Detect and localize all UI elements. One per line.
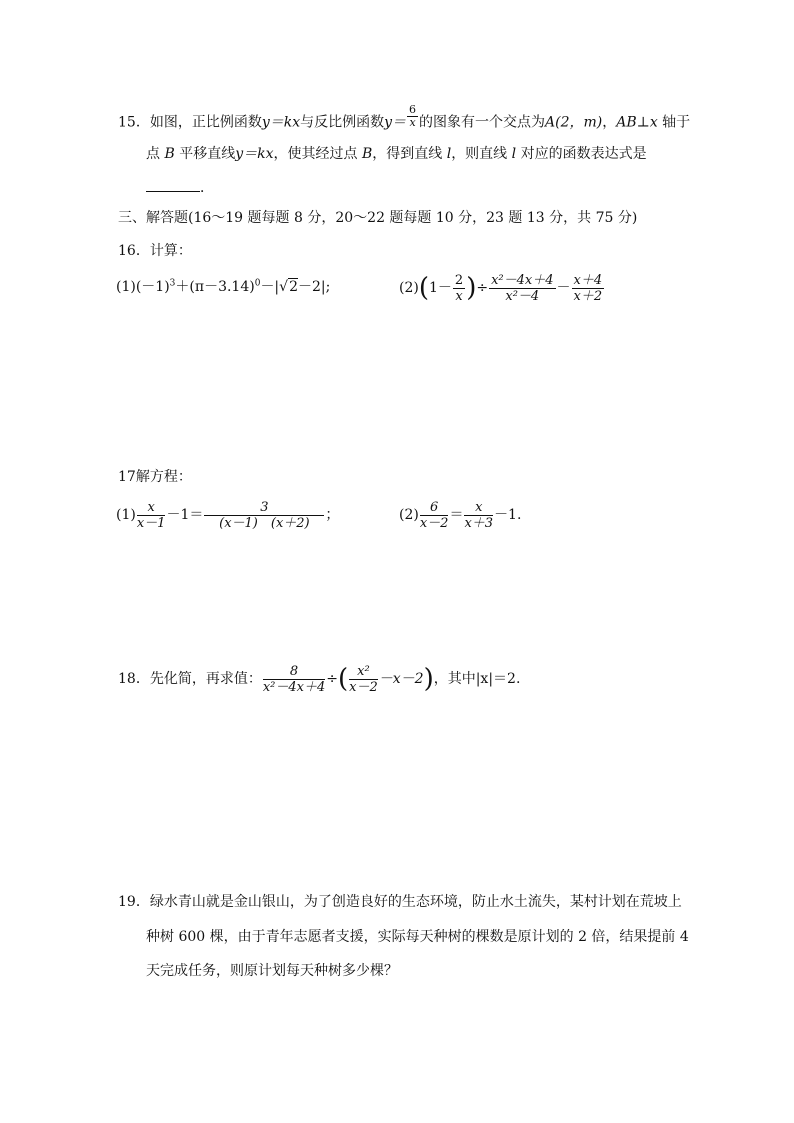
q16-text: －| — [260, 279, 280, 295]
right-paren: ) — [466, 273, 477, 303]
q18-line — [118, 656, 520, 702]
exponent: 0 — [254, 278, 261, 289]
q17-text: ； — [325, 507, 340, 523]
q16-title: 16．计算： — [118, 243, 192, 259]
q15-text: 轴于 — [657, 114, 691, 131]
q15-perp: AB⊥x — [616, 114, 658, 131]
q16-text: －2|; — [298, 279, 331, 295]
fraction — [572, 273, 605, 304]
q16-text: ＋(π－3.14) — [175, 279, 255, 295]
fraction-denominator: x — [409, 116, 416, 129]
fraction-denominator: x²－4x＋4 — [262, 679, 326, 695]
q18-condition: ，其中|x|＝2. — [433, 671, 521, 687]
q15-line1 — [118, 103, 691, 135]
fraction — [420, 500, 449, 531]
fraction — [349, 664, 378, 695]
q15-line2 — [146, 145, 647, 163]
left-paren: ( — [418, 273, 429, 303]
divide-sign: ÷ — [476, 280, 489, 296]
q16-text: 1－ — [429, 280, 452, 296]
exponent: 3 — [169, 278, 176, 289]
section-heading: 三、解答题(16～19 题每题 8 分，20～22 题每题 10 分，23 题 13 分，共 75 分) — [118, 210, 638, 226]
fraction-numerator: x＋4 — [573, 272, 603, 288]
right-paren: ) — [423, 664, 434, 694]
fraction — [489, 273, 555, 304]
fraction-denominator: x－2 — [419, 515, 449, 531]
q15-text: 点 — [146, 146, 165, 162]
minus-sign: － — [556, 280, 571, 296]
q16-part2 — [399, 263, 605, 313]
q15-eq1: y＝kx — [261, 114, 301, 131]
q15-line3 — [146, 177, 214, 197]
q15-text: 的图象有一个交点为 — [419, 114, 546, 131]
q15-text: ， — [602, 114, 617, 131]
q15-number: 15． — [118, 114, 150, 131]
q19-line1: 19．绿水青山就是金山银山，为了创造良好的生态环境，防止水土流失，某村计划在荒坡上 — [118, 894, 682, 910]
fraction-denominator: x－2 — [349, 679, 378, 695]
sqrt-radicand: 2 — [289, 279, 298, 295]
answer-blank[interactable] — [146, 177, 200, 192]
q15-text: B — [361, 146, 373, 162]
q15-text: ，则直线 — [451, 146, 512, 162]
fraction-numerator: 6 — [420, 500, 449, 516]
q17-part1 — [116, 493, 339, 537]
q16-part1 — [116, 278, 330, 296]
q15-eq2: y＝ — [384, 114, 407, 131]
q15-text: l — [511, 146, 517, 162]
fraction — [263, 664, 325, 695]
q15-text: ，得到直线 — [372, 146, 447, 162]
fraction — [137, 500, 166, 531]
fraction-numerator: 3 — [204, 500, 324, 516]
fraction-denominator: x＋2 — [573, 288, 603, 304]
q15-text: B — [164, 146, 175, 162]
q15-text: 对应的函数表达式是 — [516, 146, 647, 162]
part-label: (1) — [116, 507, 136, 523]
q15-text: 平移直线 — [174, 146, 236, 162]
fraction-numerator: 6 — [409, 103, 417, 116]
q15-text: ． — [200, 180, 214, 196]
q15-fraction — [407, 104, 418, 129]
q15-point: A(2，m) — [545, 114, 603, 131]
fraction-numerator: x²－4x＋4 — [491, 272, 554, 288]
sqrt-icon: √ — [279, 279, 289, 295]
divide-sign: ÷ — [326, 671, 338, 687]
q17-title: 17解方程： — [118, 469, 192, 485]
q15-text: ，使其经过点 — [273, 146, 362, 162]
q18-text: －x－2 — [378, 671, 424, 687]
fraction-denominator: x－1 — [136, 515, 166, 531]
q15-text: 如图，正比例函数 — [149, 114, 262, 131]
fraction-denominator: (x－1) (x＋2) — [219, 515, 310, 531]
fraction — [204, 500, 324, 531]
q15-text: 与反比例函数 — [300, 114, 385, 131]
fraction-numerator: x² — [349, 664, 378, 680]
fraction-numerator: x — [137, 500, 166, 516]
fraction-denominator: x²－4 — [505, 288, 540, 304]
q17-text: －1＝ — [166, 507, 204, 523]
q16-text: (1)(－1) — [116, 279, 170, 295]
fraction — [464, 500, 493, 531]
q15-eq: y＝kx — [235, 146, 274, 162]
q19-line2: 种树 600 棵，由于青年志愿者支援，实际每天种树的棵数是原计划的 2 倍，结果提前 4 — [146, 929, 689, 945]
fraction-denominator: x＋3 — [464, 515, 494, 531]
left-paren: ( — [337, 664, 349, 694]
fraction-numerator: x — [464, 500, 493, 516]
part-label: (2) — [399, 280, 419, 296]
fraction-numerator: 8 — [263, 664, 325, 680]
q18-title: 18．先化简，再求值： — [118, 671, 262, 687]
q17-text: －1. — [494, 507, 522, 523]
part-label: (2) — [399, 507, 419, 523]
q17-part2 — [399, 493, 521, 537]
q15-text: l — [446, 146, 452, 162]
fraction-denominator: x — [455, 288, 463, 304]
fraction — [453, 273, 465, 304]
q19-line3: 天完成任务，则原计划每天种树多少棵？ — [146, 963, 398, 979]
equals-sign: ＝ — [449, 507, 464, 523]
fraction-numerator: 2 — [454, 272, 464, 288]
